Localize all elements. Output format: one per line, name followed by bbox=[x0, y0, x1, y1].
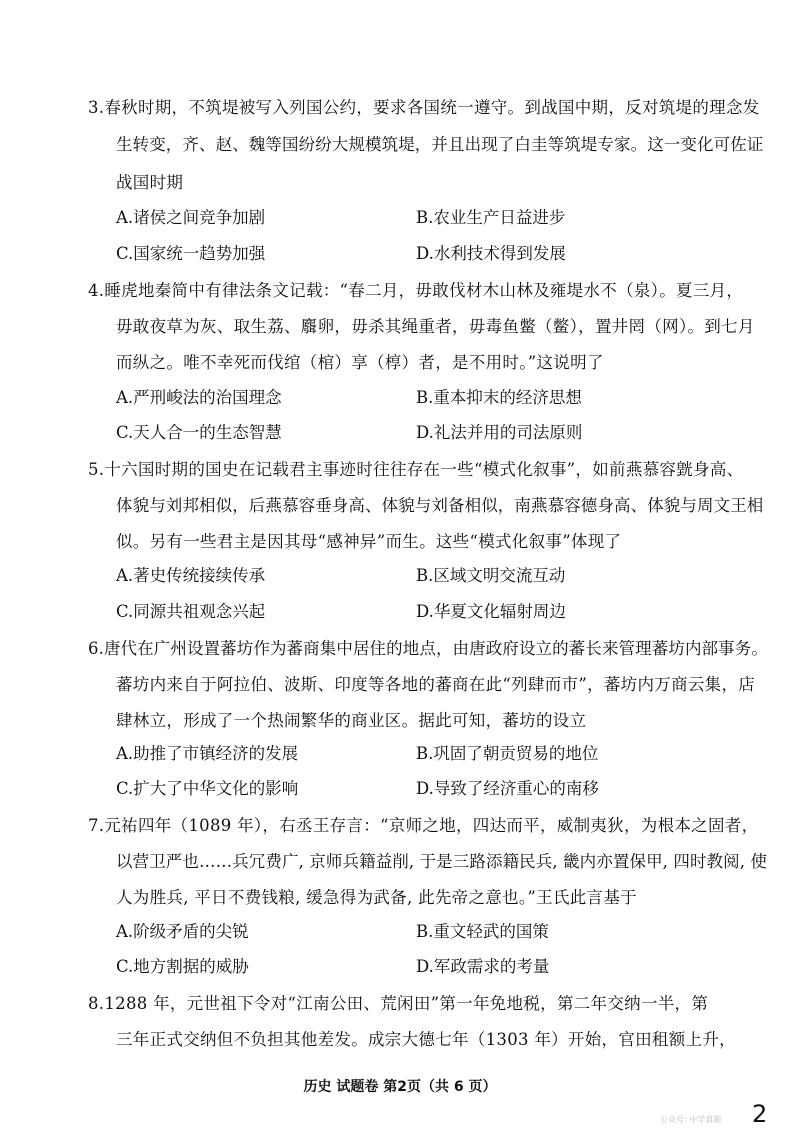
q7-option-d: D.军政需求的考量 bbox=[416, 957, 550, 976]
q6-stem-line-2: 蕃坊内来自于阿拉伯、波斯、印度等各地的蕃商在此“列肆而市”，蕃坊内万商云集，店 bbox=[116, 675, 756, 694]
q3-stem-line-1: 3.春秋时期，不筑堤被写入列国公约，要求各国统一遵守。到战国中期，反对筑堤的理念发 bbox=[88, 98, 760, 117]
q6-option-d: D.导致了经济重心的南移 bbox=[416, 779, 599, 798]
q3-option-d: D.水利技术得到发展 bbox=[416, 244, 566, 263]
q5-option-a: A.著史传统接续传承 bbox=[116, 566, 266, 585]
q6-option-c: C.扩大了中华文化的影响 bbox=[116, 779, 299, 798]
q3-stem-line-2: 生转变，齐、赵、魏等国纷纷大规模筑堤，并且出现了白圭等筑堤专家。这一变化可佐证 bbox=[116, 135, 764, 154]
q6-stem-line-3: 肆林立，形成了一个热闹繁华的商业区。据此可知，蕃坊的设立 bbox=[116, 711, 587, 730]
q3-option-c: C.国家统一趋势加强 bbox=[116, 244, 266, 263]
q7-stem-line-3: 人为胜兵, 平日不费钱粮, 缓急得为武备, 此先帝之意也。”王氏此言基于 bbox=[116, 888, 637, 907]
q6-option-a: A.助推了市镇经济的发展 bbox=[116, 744, 299, 763]
q7-option-a: A.阶级矛盾的尖锐 bbox=[116, 922, 249, 941]
q4-stem-line-1: 4.睡虎地秦简中有律法条文记载：“春二月，毋敢伐材木山林及雍堤水不（泉）。夏三月， bbox=[88, 281, 744, 300]
q5-option-d: D.华夏文化辐射周边 bbox=[416, 602, 566, 621]
q8-stem-line-2: 三年正式交纳但不负担其他差发。成宗大德七年（1303 年）开始，官田租额上升， bbox=[116, 1030, 736, 1049]
q3-stem-line-3: 战国时期 bbox=[116, 173, 184, 192]
q4-option-c: C.天人合一的生态智慧 bbox=[116, 423, 282, 442]
q5-stem-line-1: 5.十六国时期的国史在记载君主事迹时往往存在一些“模式化叙事”，如前燕慕容皝身高、 bbox=[88, 460, 744, 479]
page-footer: 历史 试题卷 第2页（共 6 页） bbox=[303, 1079, 497, 1095]
q5-stem-line-3: 似。另有一些君主是因其母“感神异”而生。这些“模式化叙事”体现了 bbox=[116, 532, 622, 551]
q5-option-c: C.同源共祖观念兴起 bbox=[116, 602, 266, 621]
q4-stem-line-2: 毋敢夜草为灰、取生荔、麛卵，毋杀其绳重者，毋毒鱼鳖（鳖），置井罔（网）。到七月 bbox=[116, 317, 755, 336]
q6-stem-line-1: 6.唐代在广州设置蕃坊作为蕃商集中居住的地点，由唐政府设立的蕃长来管理蕃坊内部事务。 bbox=[88, 639, 768, 658]
q7-option-c: C.地方割据的威胁 bbox=[116, 957, 249, 976]
q7-stem-line-1: 7.元祐四年（1089 年），右丞王存言：“京师之地，四达而平，威制夷狄，为根本之固者， bbox=[88, 816, 759, 835]
q4-option-a: A.严刑峻法的治国理念 bbox=[116, 388, 282, 407]
watermark-text: 公众号: 中学真题 bbox=[660, 1115, 722, 1124]
q3-option-b: B.农业生产日益进步 bbox=[416, 208, 566, 227]
q4-option-b: B.重本抑末的经济思想 bbox=[416, 388, 582, 407]
q6-option-b: B.巩固了朝贡贸易的地位 bbox=[416, 744, 599, 763]
q8-stem-line-1: 8.1288 年，元世祖下令对“江南公田、荒闲田”第一年免地税，第二年交纳一半，第 bbox=[88, 994, 709, 1013]
q7-option-b: B.重文轻武的国策 bbox=[416, 922, 549, 941]
page-number: 2 bbox=[752, 1100, 768, 1128]
q3-option-a: A.诸侯之间竞争加剧 bbox=[116, 208, 266, 227]
q5-option-b: B.区域文明交流互动 bbox=[416, 566, 566, 585]
q5-stem-line-2: 体貌与刘邦相似，后燕慕容垂身高、体貌与刘备相似，南燕慕容德身高、体貌与周文王相 bbox=[116, 496, 764, 515]
q4-option-d: D.礼法并用的司法原则 bbox=[416, 423, 583, 442]
q7-stem-line-2: 以营卫严也……兵冗费广, 京师兵籍益削, 于是三路添籍民兵, 畿内亦置保甲, 四时教阅, 使 bbox=[116, 852, 768, 871]
q4-stem-line-3: 而纵之。唯不幸死而伐绾（棺）享（椁）者，是不用时。”这说明了 bbox=[116, 353, 604, 372]
